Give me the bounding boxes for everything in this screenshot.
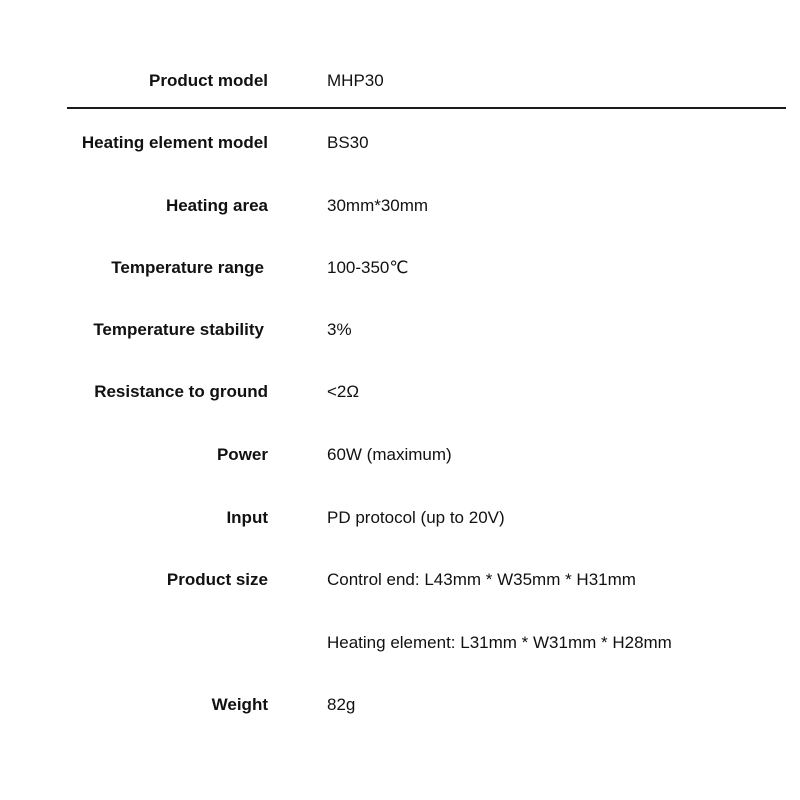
spec-row-product-size	[0, 569, 800, 609]
spec-value: 3%	[327, 320, 352, 339]
spec-value: MHP30	[327, 71, 384, 90]
spec-value: 30mm*30mm	[327, 196, 429, 215]
spec-label: Temperature range	[111, 258, 264, 277]
spec-value: Heating element: L31mm * W31mm * H28mm	[327, 633, 672, 652]
spec-label: Input	[226, 508, 268, 527]
spec-row-input	[0, 507, 800, 547]
spec-label: Resistance to ground	[94, 382, 268, 401]
spec-label: Product size	[166, 570, 268, 589]
spec-value: BS30	[327, 133, 369, 152]
spec-value: <2Ω	[327, 382, 360, 401]
spec-label: Weight	[211, 695, 268, 714]
spec-row-power	[0, 444, 800, 484]
spec-value: 82g	[327, 695, 356, 714]
spec-value: 60W (maximum)	[327, 445, 452, 464]
spec-row-product-size-continued	[0, 632, 800, 672]
spec-label: Temperature stability	[93, 320, 264, 339]
spec-row-product-model	[0, 70, 800, 110]
spec-row-heating-element-model	[0, 132, 800, 172]
spec-label: Product model	[148, 71, 268, 90]
header-divider	[67, 107, 786, 109]
spec-value: Control end: L43mm * W35mm * H31mm	[327, 570, 636, 589]
spec-value: PD protocol (up to 20V)	[327, 508, 505, 527]
spec-row-resistance-to-ground	[0, 381, 800, 421]
spec-row-weight	[0, 694, 800, 734]
spec-label: Heating element model	[81, 133, 268, 152]
spec-row-temperature-stability	[0, 319, 800, 359]
spec-value: 100-350℃	[327, 258, 409, 277]
spec-row-temperature-range	[0, 257, 800, 297]
spec-label: Power	[216, 445, 268, 464]
spec-row-heating-area	[0, 195, 800, 235]
spec-label: Heating area	[165, 196, 268, 215]
